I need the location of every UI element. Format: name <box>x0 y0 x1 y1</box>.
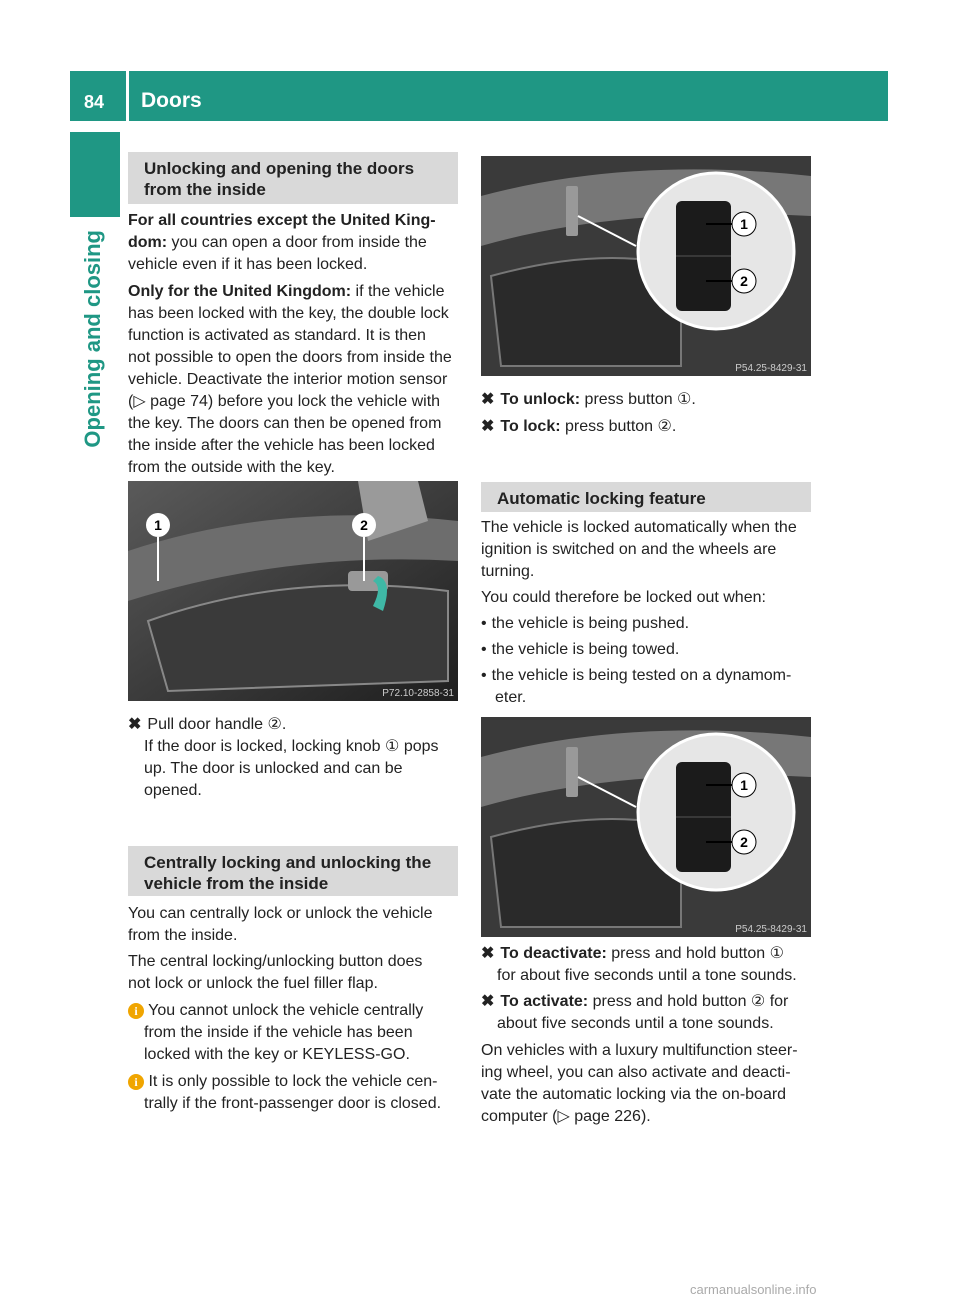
bullet-text: eter. <box>495 689 527 706</box>
text: The central locking/unlocking button does <box>128 953 423 970</box>
text: vate the automatic locking via the on-board <box>481 1086 787 1103</box>
text: if the vehicle <box>351 283 445 300</box>
text: On vehicles with a luxury multifunction steer- <box>481 1042 798 1059</box>
bullet-text: the vehicle is being pushed. <box>491 615 690 632</box>
bold-text: For all countries except the United King- <box>128 212 436 229</box>
text: turning. <box>481 563 535 580</box>
text: press button ②. <box>560 418 677 435</box>
text: you can open a door from inside the <box>167 234 427 251</box>
paragraph-countries <box>128 210 463 479</box>
bold-text: To lock: <box>500 418 561 435</box>
text: locked with the key or KEYLESS-GO. <box>144 1046 410 1063</box>
svg-text:1: 1 <box>740 216 748 232</box>
lock-buttons-photo <box>481 156 811 376</box>
heading-line: from the inside <box>144 180 266 199</box>
bullet-text: the vehicle is being towed. <box>491 641 680 658</box>
svg-text:1: 1 <box>154 517 162 533</box>
text: You could therefore be locked out when: <box>481 589 766 606</box>
step-marker-icon: ✖ <box>481 993 495 1010</box>
bullet: • <box>481 641 487 658</box>
heading-line: Centrally locking and unlocking the <box>144 853 432 872</box>
text: ing wheel, you can also activate and deacti- <box>481 1064 791 1081</box>
step-pull-handle <box>128 714 463 802</box>
text: for about five seconds until a tone sounds. <box>497 967 797 984</box>
text: press and hold button ① <box>606 945 784 962</box>
text: not possible to open the doors from inside the <box>128 349 452 366</box>
door-illustration <box>128 481 458 701</box>
text: up. The door is unlocked and can be <box>144 760 403 777</box>
heading-line: vehicle from the inside <box>144 874 329 893</box>
central-locking-text <box>128 903 463 1115</box>
door-handle-photo <box>128 481 458 701</box>
page-title: Doors <box>141 89 202 112</box>
header-divider <box>126 71 129 121</box>
text: opened. <box>144 782 202 799</box>
text: the inside after the vehicle has been locked <box>128 437 435 454</box>
bullet: • <box>481 667 487 684</box>
activation-buttons-photo <box>481 717 811 937</box>
text: You can centrally lock or unlock the vehicle <box>128 905 433 922</box>
text: ignition is switched on and the wheels are <box>481 541 777 558</box>
image-code: P54.25-8429-31 <box>735 924 807 935</box>
section-heading-central-locking <box>128 846 458 896</box>
section-heading-automatic-locking <box>481 482 811 512</box>
heading-line: Automatic locking feature <box>497 489 706 508</box>
svg-text:2: 2 <box>360 517 368 533</box>
page-link-text[interactable]: (▷ page 74) before you lock the vehicle with <box>128 393 441 410</box>
text: vehicle. Deactivate the interior motion sensor <box>128 371 448 388</box>
lock-unlock-steps <box>481 389 816 438</box>
text: It is only possible to lock the vehicle cen- <box>148 1073 438 1090</box>
info-icon: i <box>128 1074 144 1090</box>
automatic-locking-text <box>481 517 816 709</box>
info-icon: i <box>128 1003 144 1019</box>
bold-text: Only for the United Kingdom: <box>128 283 352 300</box>
page-number: 84 <box>84 92 105 112</box>
chapter-tab: Opening and closing <box>80 230 105 448</box>
lock-button-illustration-2 <box>481 717 811 937</box>
lock-button-illustration <box>481 156 811 376</box>
text: the key. The doors can then be opened from <box>128 415 442 432</box>
image-code: P72.10-2858-31 <box>382 688 454 699</box>
text: has been locked with the key, the double lock <box>128 305 449 322</box>
svg-text:1: 1 <box>740 777 748 793</box>
image-code: P54.25-8429-31 <box>735 363 807 374</box>
text: not lock or unlock the fuel filler flap. <box>128 975 378 992</box>
section-heading-unlocking <box>128 152 458 204</box>
bold-text: dom: <box>128 234 168 251</box>
step-text: Pull door handle ②. <box>147 716 287 733</box>
text: about five seconds until a tone sounds. <box>497 1015 774 1032</box>
step-marker-icon: ✖ <box>481 418 495 435</box>
text: trally if the front-passenger door is closed. <box>144 1095 442 1112</box>
bold-text: To unlock: <box>500 391 581 408</box>
side-marker <box>70 132 120 217</box>
text: function is activated as standard. It is then <box>128 327 426 344</box>
text: You cannot unlock the vehicle centrally <box>148 1002 424 1019</box>
text: If the door is locked, locking knob ① pops <box>144 738 439 755</box>
svg-text:2: 2 <box>740 273 748 289</box>
page-link-text[interactable]: computer (▷ page 226). <box>481 1108 651 1125</box>
bullet-text: the vehicle is being tested on a dynamom- <box>491 667 792 684</box>
bullet: • <box>481 615 487 632</box>
watermark: carmanualsonline.info <box>690 1282 817 1297</box>
step-marker-icon: ✖ <box>481 391 495 408</box>
text: press and hold button ② for <box>588 993 789 1010</box>
text: from the inside. <box>128 927 238 944</box>
text: press button ①. <box>580 391 696 408</box>
heading-line: Unlocking and opening the doors <box>144 159 415 178</box>
text: from the outside with the key. <box>128 459 335 476</box>
svg-text:2: 2 <box>740 834 748 850</box>
step-marker-icon: ✖ <box>481 945 495 962</box>
bold-text: To deactivate: <box>500 945 607 962</box>
step-marker-icon: ✖ <box>128 716 142 733</box>
activate-deactivate-steps <box>481 943 816 1128</box>
text: vehicle even if it has been locked. <box>128 256 368 273</box>
bold-text: To activate: <box>500 993 589 1010</box>
text: The vehicle is locked automatically when the <box>481 519 797 536</box>
text: from the inside if the vehicle has been <box>144 1024 413 1041</box>
